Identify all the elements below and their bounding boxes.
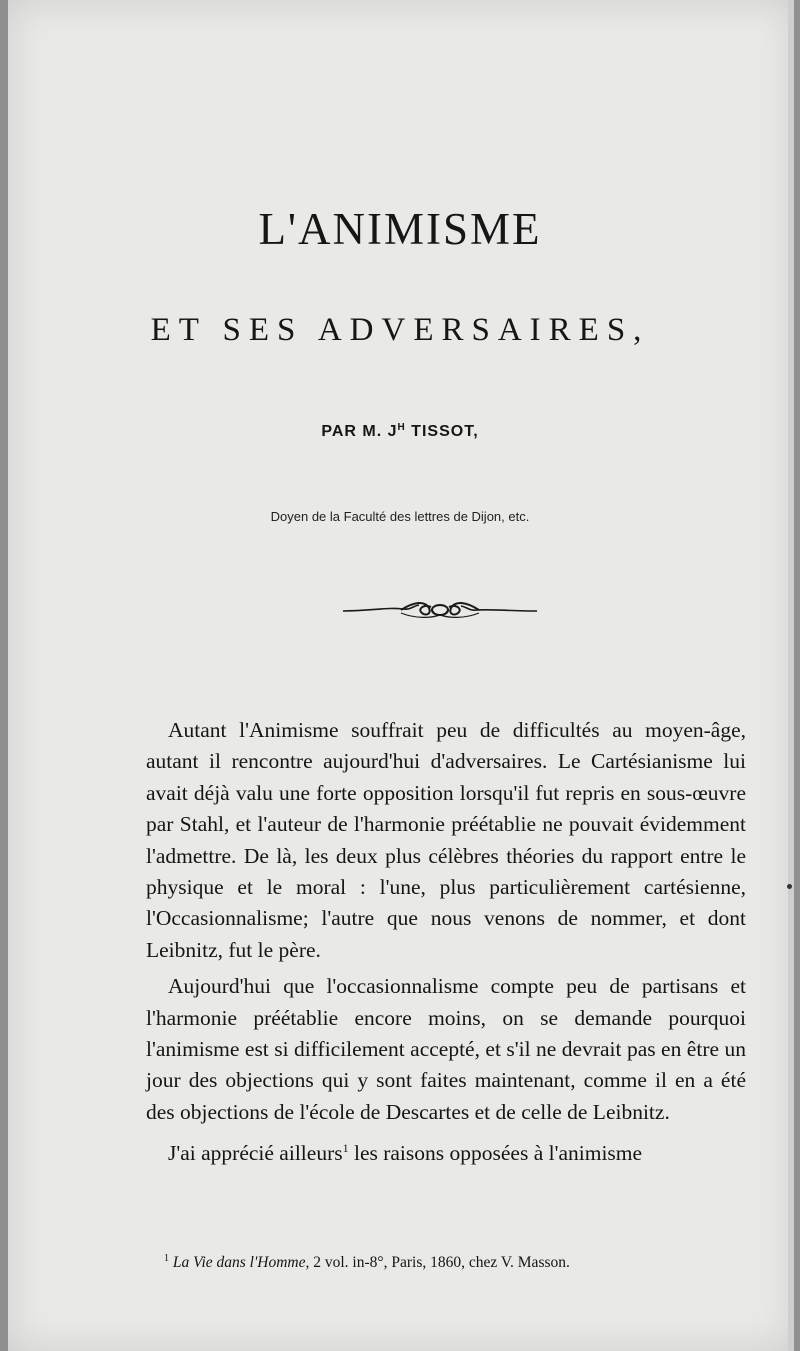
paragraph-3-start: J'ai apprécié ailleurs xyxy=(168,1141,343,1166)
paragraph-3-end: les raisons opposées à l'animisme xyxy=(348,1141,643,1166)
scroll-flourish-icon xyxy=(341,597,539,623)
footnote-title: La Vie dans l'Homme xyxy=(172,1254,306,1272)
paragraph-2: Aujourd'hui que l'occasionnalisme compte peu de partisans et l'harmonie préétablie encore moins, on se demande pourquoi l'animisme est si difficilement accepté, et s'il ne devrait pas en être un jour des objections qui y sont faites maintenant, comme il en a été des objections de l'école de Descartes et de celle de Leibnitz. xyxy=(146,974,746,1124)
paragraph-1: Autant l'Animisme souffrait peu de difficultés au moyen-âge, autant il rencontre aujourd'hui d'adversaires. Le Cartésianisme lui avait déjà valu une forte opposition lorsqu'il fut repris en sous-œuvre par Stahl, et l'auteur de l'harmonie préétablie ne pouvait évidemment l'admettre. De là, les deux plus célèbres théories du rapport entre le physique et le moral : l'une, plus particulièrement cartésienne, l'Occasionnalisme; l'autre que nous venons de nommer, et dont Leibnitz, fut le père. xyxy=(146,718,746,962)
author-role: Doyen de la Faculté des lettres de Dijon, etc. xyxy=(270,509,530,524)
footnote-mark: 1 xyxy=(164,1253,169,1264)
footnote xyxy=(164,1253,764,1272)
body-text xyxy=(146,715,746,1170)
page-title: L'ANIMISME xyxy=(258,204,542,254)
footnote-details: , 2 vol. in-8°, Paris, 1860, chez V. Masson. xyxy=(305,1254,570,1272)
author-prefix: PAR M. J xyxy=(321,423,398,440)
author-superscript: H xyxy=(397,422,406,433)
author-line xyxy=(0,422,800,441)
print-speck xyxy=(787,884,792,889)
paragraph-3 xyxy=(146,1133,746,1170)
author-name: TISSOT, xyxy=(405,423,479,440)
footnote-reference: 1 xyxy=(342,1141,349,1156)
page-subtitle: ET SES ADVERSAIRES, xyxy=(150,312,650,348)
